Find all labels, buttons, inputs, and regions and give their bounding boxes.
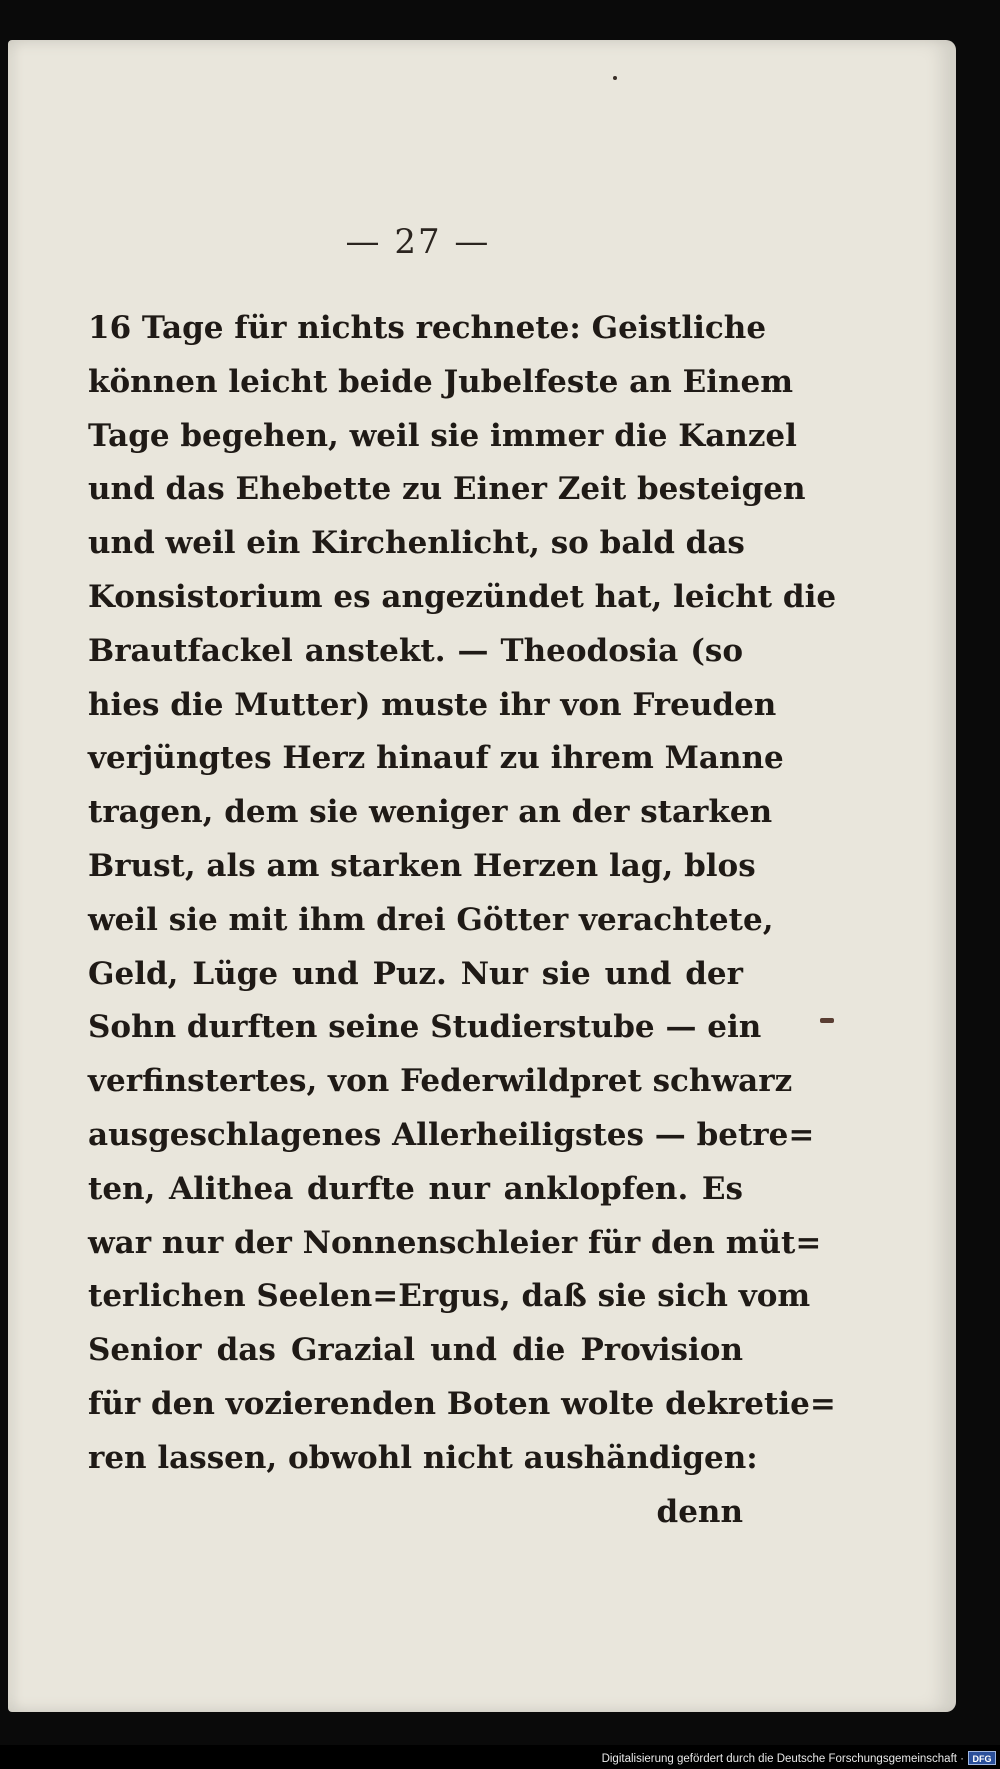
text-line: Tage begehen, weil sie immer die Kanzel — [88, 417, 797, 454]
body-text — [88, 302, 837, 1539]
text-line: ausgeschlagenes Allerheiligstes — betre= — [88, 1116, 815, 1153]
text-line: Senior das Grazial und die Provision — [88, 1332, 743, 1369]
text-line: terlichen Seelen=Ergus, daß sie sich vom — [88, 1278, 811, 1315]
text-line: weil sie mit ihm drei Götter verachtete, — [88, 901, 774, 938]
text-line: ten, Alithea durfte nur anklopfen. Es — [88, 1170, 743, 1207]
text-line: Geld, Lüge und Puz. Nur sie und der — [88, 955, 743, 992]
text-line: 16 Tage für nichts rechnete: Geistliche — [88, 310, 767, 346]
text-line: verjüngtes Herz hinauf zu ihrem Manne — [88, 740, 784, 777]
text-line: Sohn durften seine Studierstube — ein — [88, 1009, 762, 1046]
text-line: Konsistorium es angezündet hat, leicht die — [88, 578, 837, 615]
text-line: können leicht beide Jubelfeste an Einem — [88, 363, 794, 400]
book-page — [8, 40, 956, 1712]
text-line: hies die Mutter) muste ihr von Freuden — [88, 686, 777, 723]
text-line: tragen, dem sie weniger an der starken — [88, 794, 773, 831]
text-line: Brust, als am starken Herzen lag, blos — [88, 847, 756, 884]
text-line: und das Ehebette zu Einer Zeit besteigen — [88, 471, 806, 508]
digitization-credit: Digitalisierung gefördert durch die Deutsche Forschungsgemeinschaft · — [601, 1753, 964, 1765]
paper-speck — [820, 1018, 834, 1023]
text-line: Brautfackel anstekt. — Theodosia (so — [88, 632, 743, 669]
catchword: denn — [656, 1493, 743, 1530]
text-line: war nur der Nonnenschleier für den müt= — [88, 1224, 822, 1261]
text-line: ren lassen, obwohl nicht aushändigen: — [88, 1439, 758, 1476]
paper-speck — [613, 76, 617, 80]
text-line: für den vozierenden Boten wolte dekretie= — [88, 1385, 836, 1422]
text-line: verfinstertes, von Federwildpret schwarz — [88, 1063, 793, 1100]
dfg-logo: DFG — [968, 1751, 996, 1765]
text-line: und weil ein Kirchenlicht, so bald das — [88, 525, 745, 562]
page-number: — 27 — — [345, 222, 491, 262]
